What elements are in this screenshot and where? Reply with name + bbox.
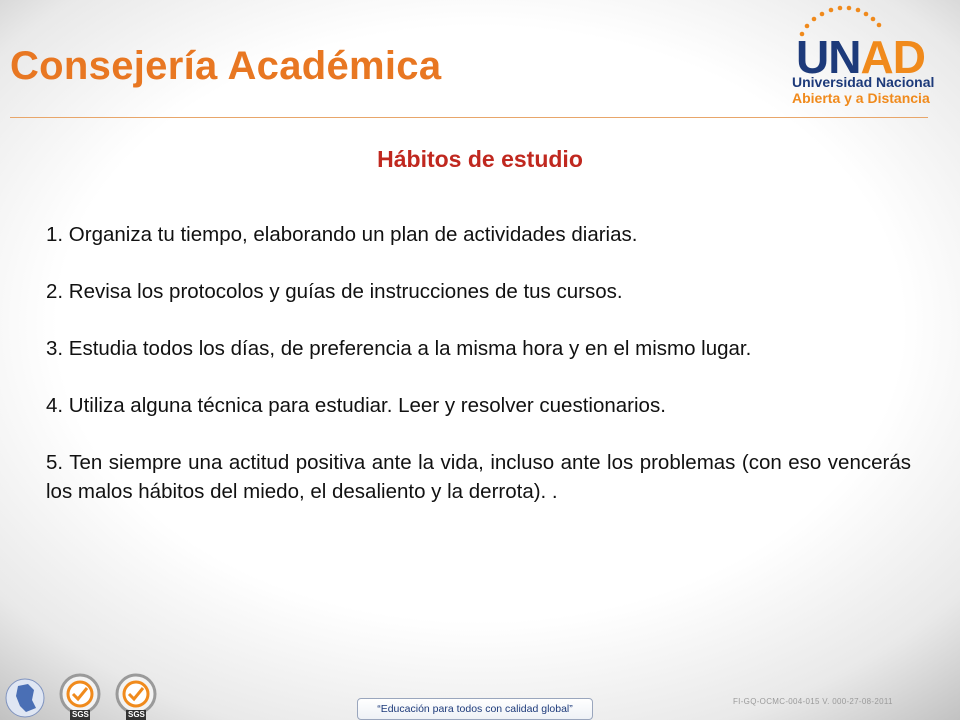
document-code: FI-GQ-OCMC-004-015 V. 000-27-08-2011 xyxy=(733,697,893,706)
colombia-map-icon xyxy=(4,676,46,720)
title-divider xyxy=(10,117,928,118)
badge-label: SGS xyxy=(128,710,145,719)
sgs-certification-badge-1 xyxy=(56,672,104,720)
list-item: 5. Ten siempre una actitud positiva ante la vida, incluso ante los problemas (con eso vencerás los malos hábitos del miedo, el desaliento y la derrota). . xyxy=(46,451,911,503)
unad-logo xyxy=(788,4,936,112)
list-item: 4. Utiliza alguna técnica para estudiar. Leer y resolver cuestionarios. xyxy=(46,394,666,417)
sgs-certification-badge-2 xyxy=(112,672,160,720)
section-subtitle: Hábitos de estudio xyxy=(377,146,583,172)
footer-slogan: “Educación para todos con calidad global” xyxy=(357,698,593,720)
logo-letters-ad: AD xyxy=(860,31,925,83)
list-item: 1. Organiza tu tiempo, elaborando un plan de actividades diarias. xyxy=(46,223,638,246)
list-item: 2. Revisa los protocolos y guías de instrucciones de tus cursos. xyxy=(46,280,623,303)
logo-university-line2: Abierta y a Distancia xyxy=(792,90,930,106)
study-habits-list xyxy=(46,220,911,534)
list-item: 3. Estudia todos los días, de preferencia a la misma hora y en el mismo lugar. xyxy=(46,337,752,360)
badge-label: SGS xyxy=(72,710,89,719)
logo-letter-u: U xyxy=(796,31,829,83)
page-title: Consejería Académica xyxy=(10,44,442,88)
logo-university-line1: Universidad Nacional xyxy=(792,74,935,90)
logo-letter-n: N xyxy=(828,31,861,83)
